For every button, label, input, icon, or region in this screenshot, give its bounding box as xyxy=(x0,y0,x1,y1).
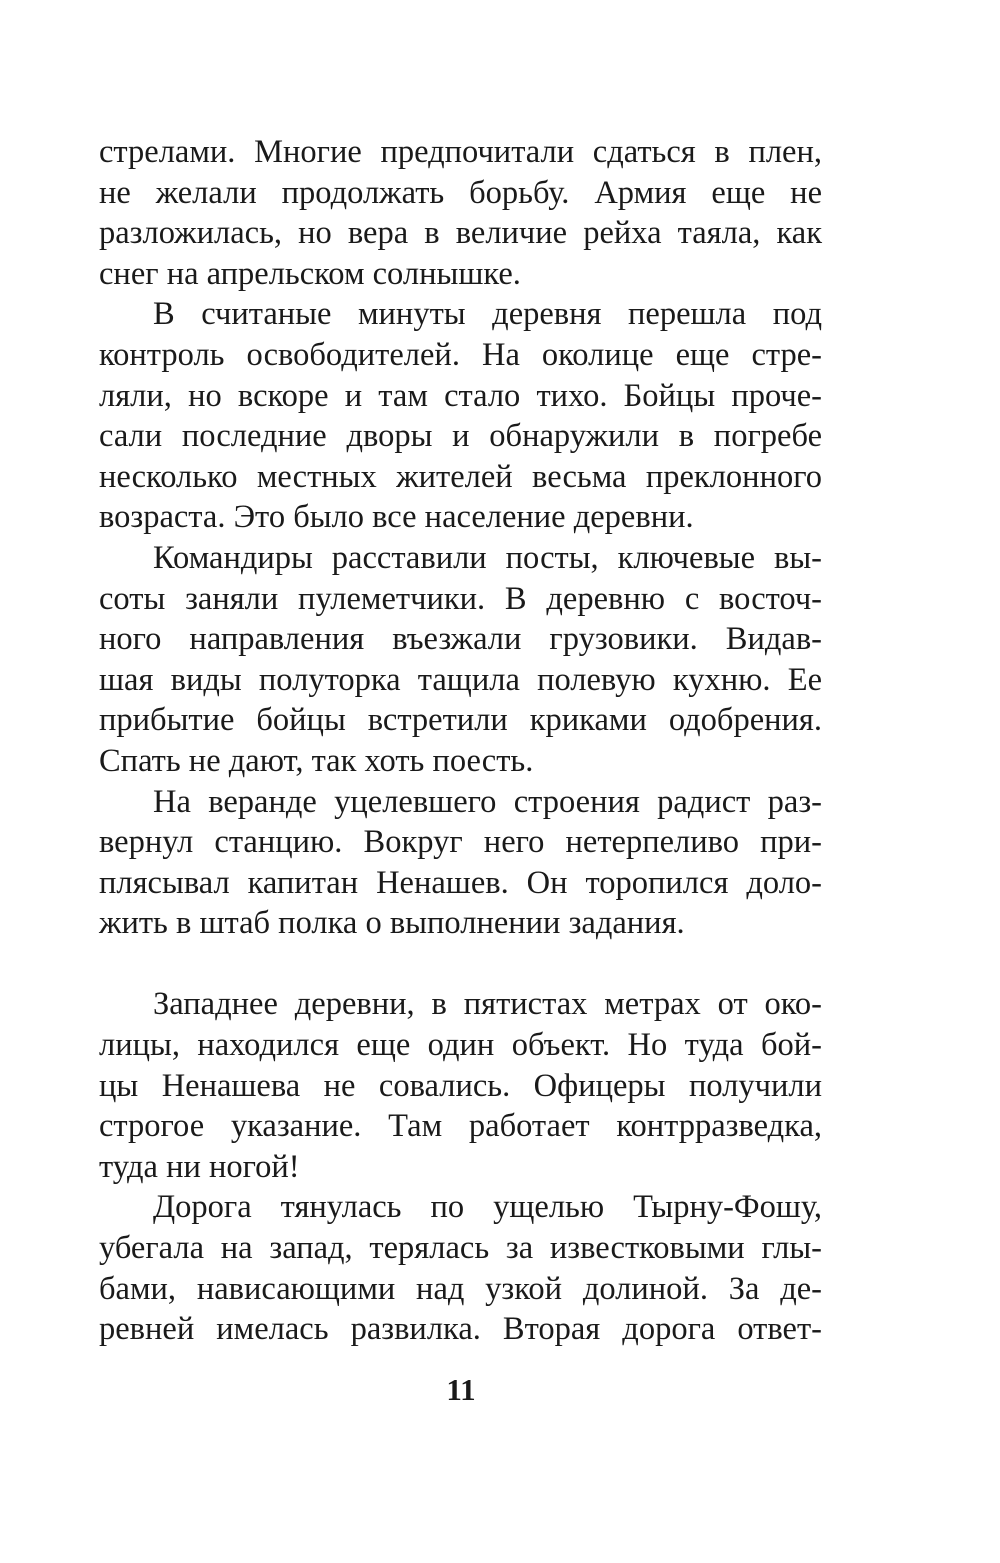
text-line: плясывал капитан Ненашев. Он торопился доло- xyxy=(99,864,822,901)
paragraph xyxy=(99,294,822,538)
text-line: стрелами. Многие предпочитали сдаться в плен, xyxy=(99,134,822,170)
text-line: возраста. Это было все население деревни. xyxy=(99,499,694,536)
text-line: разложилась, но вера в величие рейха таяла, как xyxy=(99,215,822,252)
text-line: цы Ненашева не совались. Офицеры получили xyxy=(99,1067,822,1104)
text-line: снег на апрельском солнышке. xyxy=(99,255,521,292)
section-break xyxy=(99,944,822,985)
text-line: туда ни ногой! xyxy=(99,1148,300,1185)
paragraph xyxy=(99,132,822,294)
text-line: вернул станцию. Вокруг него нетерпеливо при- xyxy=(99,824,822,861)
text-line: соты заняли пулеметчики. В деревню с восточ- xyxy=(99,580,822,617)
text-line: сали последние дворы и обнаружили в погребе xyxy=(99,418,822,455)
text-line: контроль освободителей. На околице еще стре- xyxy=(99,336,822,373)
text-line: Западнее деревни, в пятистах метрах от око- xyxy=(153,986,822,1023)
text-line: ревней имелась развилка. Вторая дорога ответ- xyxy=(99,1311,822,1348)
text-line: ляли, но вскоре и там стало тихо. Бойцы проче- xyxy=(99,377,822,414)
text-line: жить в штаб полка о выполнении задания. xyxy=(99,905,685,942)
paragraph xyxy=(99,1187,822,1349)
text-line: Дорога тянулась по ущелью Тырну-Фошу, xyxy=(153,1189,822,1226)
text-line: убегала на запад, терялась за известковыми глы- xyxy=(99,1230,822,1267)
text-line: На веранде уцелевшего строения радист раз- xyxy=(153,783,822,820)
text-line: лицы, находился еще один объект. Но туда бой- xyxy=(99,1027,822,1064)
text-line: ного направления въезжали грузовики. Видав- xyxy=(99,621,822,658)
page-number: 11 xyxy=(446,1372,476,1407)
page-body-text xyxy=(99,132,822,1350)
text-line: В считаные минуты деревня перешла под xyxy=(153,296,822,333)
text-line: бами, нависающими над узкой долиной. За де- xyxy=(99,1270,822,1307)
text-line: строгое указание. Там работает контрразведка, xyxy=(99,1108,822,1145)
text-line: шая виды полуторка тащила полевую кухню. Ее xyxy=(99,661,822,698)
text-line: несколько местных жителей весьма преклонного xyxy=(99,458,822,495)
text-line: Спать не дают, так хоть поесть. xyxy=(99,742,534,779)
paragraph xyxy=(99,538,822,782)
text-line: прибытие бойцы встретили криками одобрения. xyxy=(99,702,822,739)
paragraph xyxy=(99,782,822,944)
text-line: не желали продолжать борьбу. Армия еще не xyxy=(99,174,822,211)
paragraph xyxy=(99,984,822,1187)
text-line: Командиры расставили посты, ключевые вы- xyxy=(153,539,822,576)
